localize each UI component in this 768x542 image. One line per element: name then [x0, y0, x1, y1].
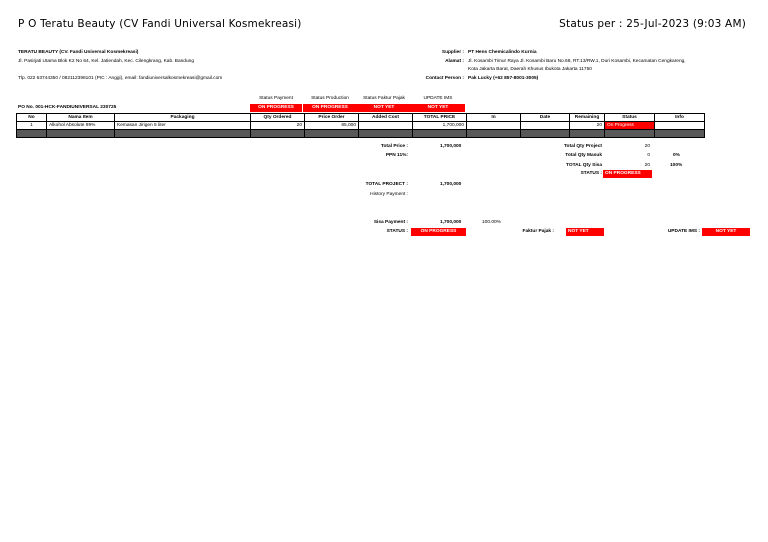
ppn-label: PPN 11%: [385, 153, 408, 158]
status-faktur-label: Status Faktur Pajak [363, 96, 405, 101]
supplier-label: Supplier : [441, 50, 464, 55]
total-price-label: Total Price : [380, 144, 408, 149]
alamat-line1: Jl. Kosambi Timur Raya Jl. Kosambi Baru No.68, RT.13/RW.1, Duri Kosambi, Kecamatan Cengkareng, [468, 59, 686, 64]
total-qty-masuk-pct: 0% [673, 153, 680, 158]
col-no: No [17, 114, 47, 122]
total-qty-masuk-label: Total Qty Masuk [565, 153, 602, 158]
table-header-row [17, 114, 705, 122]
sisa-payment-pct: 100.00% [482, 220, 501, 225]
table-row [17, 122, 705, 130]
cell-total: 1,700,000 [413, 122, 467, 130]
status-payment-label: Status Payment [259, 96, 293, 101]
total-project-label: TOTAL PROJECT : [365, 182, 408, 187]
col-qty-ordered: Qty Ordered [251, 114, 305, 122]
cell-no: 1 [17, 122, 47, 130]
summary-status-badge: ON PROGRESS [603, 170, 652, 178]
total-qty-project-label: Total Qty Project [563, 144, 602, 149]
update-ims-bottom-badge: NOT YET [702, 228, 750, 236]
col-packaging: Packaging [115, 114, 251, 122]
summary-status-label: STATUS : [580, 171, 602, 176]
status-production-label: Status Production [311, 96, 349, 101]
update-ims-label: UPDATE IMS [423, 96, 453, 101]
update-ims-badge: NOT YET [411, 104, 465, 112]
status-date: Status per : 25-Jul-2023 (9:03 AM) [559, 18, 746, 30]
sisa-payment-value: 1,700,000 [440, 220, 462, 225]
update-ims-bottom-label: UPDATE IMS : [667, 229, 700, 234]
company-name: TERATU BEAUTY (CV. Fandi Universal Kosmekreasi) [18, 50, 139, 55]
total-qty-masuk-value: 0 [647, 153, 650, 158]
po-number: PO No. 001-HCK-FANDIUNIVERSAL 230725 [18, 105, 117, 110]
status-production-badge: ON PROGRESS [303, 104, 357, 112]
document-title: P O Teratu Beauty (CV Fandi Universal Kosmekreasi) [18, 18, 302, 30]
sisa-payment-label: Sisa Payment : [373, 220, 408, 225]
po-table [16, 113, 705, 138]
cell-status: On Progress [605, 122, 655, 130]
payment-status-badge: ON PROGRESS [411, 228, 466, 236]
company-address: Jl. Pasirjati Utama Blok K2 No 64, Kel. Jatiendah, Kec. Cilengkrang, Kab. Bandung [18, 59, 194, 64]
col-date: Date [521, 114, 570, 122]
cell-remaining: 20 [570, 122, 605, 130]
col-nama-item: Nama Item [47, 114, 115, 122]
cell-date [521, 122, 570, 130]
cell-price: 85,000 [305, 122, 359, 130]
col-total-price: TOTAL PRICE [413, 114, 467, 122]
col-status: Status [605, 114, 655, 122]
total-qty-sisa-label: TOTAL Qty Sisa [566, 163, 602, 168]
cell-info [655, 122, 705, 130]
col-info: Info [655, 114, 705, 122]
status-payment-badge: ON PROGRESS [250, 104, 302, 112]
company-contact: Tlp. 022 63744350 / 082112398101 (PIC : Anggi), email: fandiuniversalkosmekreasi@gmail.com [18, 76, 223, 81]
contact-person-label: Contact Person : [425, 76, 464, 81]
cell-packaging: Kemasan Jirigen 5 liter [115, 122, 251, 130]
col-in: In [467, 114, 521, 122]
col-remaining: Remaining [570, 114, 605, 122]
history-payment-label: History Payment : [370, 192, 408, 197]
payment-status-label: STATUS : [386, 229, 408, 234]
status-faktur-badge: NOT YET [357, 104, 411, 112]
alamat-line2: Kota Jakarta Barat, Daerah Khusus Ibukota Jakarta 11750 [468, 67, 592, 72]
total-qty-project-value: 20 [644, 144, 650, 149]
faktur-pajak-badge: NOT YET [566, 228, 604, 236]
total-price-value: 1,700,000 [440, 144, 462, 149]
cell-in [467, 122, 521, 130]
alamat-label: Alamat : [445, 59, 464, 64]
cell-added [359, 122, 413, 130]
col-price-order: Price Order [305, 114, 359, 122]
total-qty-sisa-pct: 100% [670, 163, 683, 168]
col-added-cost: Added Cost [359, 114, 413, 122]
cell-item: Alkohol Absolute 99% [47, 122, 115, 130]
table-separator-row [17, 130, 705, 138]
supplier-value: PT Hens Chemicalindo Kurnia [468, 50, 537, 55]
faktur-pajak-label: Faktur Pajak : [522, 229, 554, 234]
total-qty-sisa-value: 20 [644, 163, 650, 168]
contact-person-value: Pak Lucky (+62 857-8001-3005) [468, 76, 539, 81]
total-project-value: 1,700,000 [440, 182, 462, 187]
cell-qty: 20 [251, 122, 305, 130]
